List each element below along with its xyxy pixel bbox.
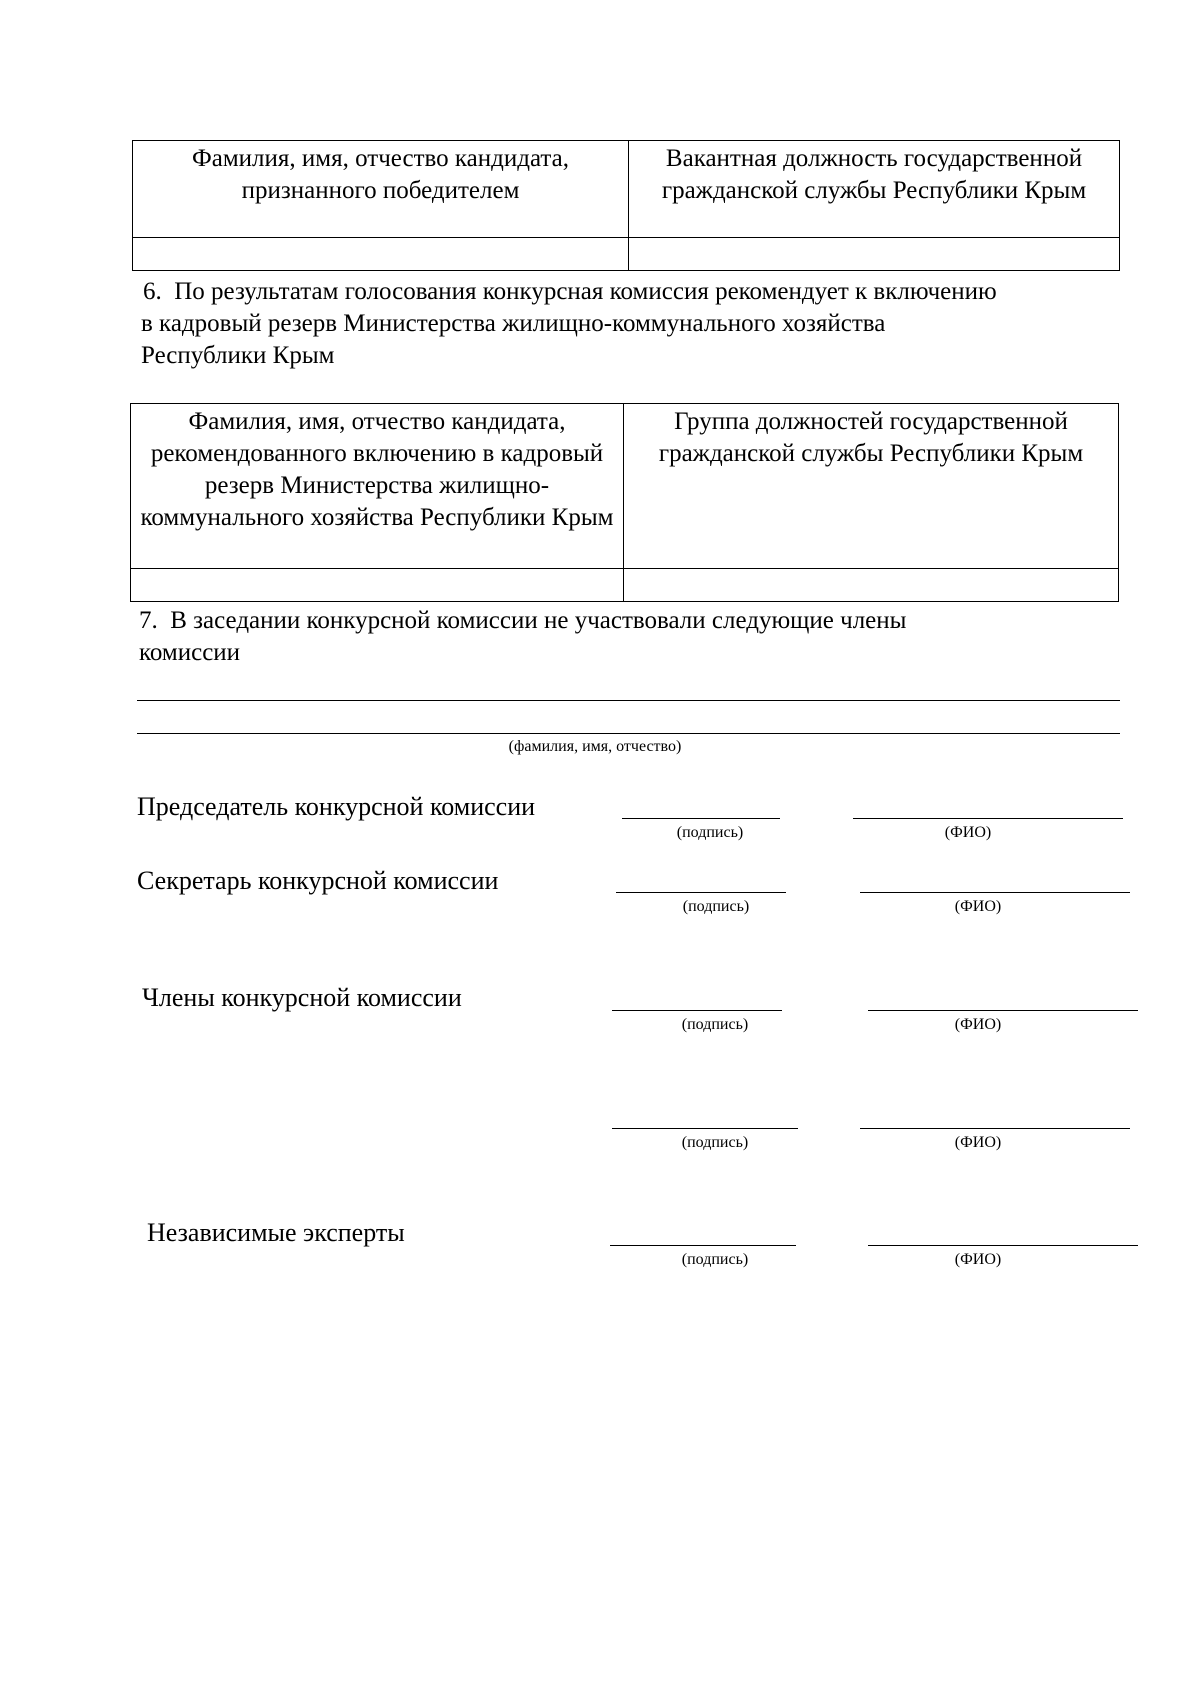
reserve-table [130,403,1119,602]
vacant-position-cell[interactable] [629,238,1120,271]
member-1-name-caption: (ФИО) [954,1016,1002,1033]
member-2-signature-caption: (подпись) [681,1134,749,1151]
paragraph-6 [143,276,1133,372]
member-2-signature-line[interactable] [612,1128,798,1129]
paragraph-7-line1: В заседании конкурсной комиссии не участвовали следующие члены [170,607,907,634]
secretary-signature-line[interactable] [616,892,786,893]
expert-signature-caption: (подпись) [681,1251,749,1268]
chair-name-line[interactable] [853,818,1123,819]
winner-table [132,140,1120,271]
reserve-candidate-cell[interactable] [131,569,624,602]
chair-signature-line[interactable] [622,818,780,819]
secretary-name-caption: (ФИО) [954,898,1002,915]
winner-name-header: Фамилия, имя, отчество кандидата, признанного победителем [133,141,629,238]
chair-signature-caption: (подпись) [676,824,744,841]
expert-name-line[interactable] [868,1245,1138,1246]
absent-members-line-2[interactable] [137,733,1120,734]
member-1-name-line[interactable] [868,1010,1138,1011]
paragraph-6-line2: в кадровый резерв Министерства жилищно-коммунального хозяйства [141,310,886,337]
member-1-signature-caption: (подпись) [681,1016,749,1033]
member-2-name-caption: (ФИО) [954,1134,1002,1151]
chair-name-caption: (ФИО) [944,824,992,841]
secretary-label: Секретарь конкурсной комиссии [137,866,499,895]
paragraph-7 [139,605,1099,669]
vacant-position-header: Вакантная должность государственной гражданской службы Республики Крым [629,141,1120,238]
member-1-signature-line[interactable] [612,1010,782,1011]
position-group-cell[interactable] [624,569,1119,602]
reserve-candidate-header: Фамилия, имя, отчество кандидата, рекомендованного включению в кадровый резерв Министерства жилищно-коммунального хозяйства Республики Крым [131,404,624,569]
experts-label: Независимые эксперты [147,1218,405,1247]
winner-name-cell[interactable] [133,238,629,271]
absent-members-caption: (фамилия, имя, отчество) [508,738,682,755]
paragraph-6-line1: По результатам голосования конкурсная комиссия рекомендует к включению [174,278,997,305]
secretary-signature-caption: (подпись) [682,898,750,915]
paragraph-6-number: 6. [143,278,162,305]
paragraph-6-line3: Республики Крым [141,342,335,369]
member-2-name-line[interactable] [860,1128,1130,1129]
expert-signature-line[interactable] [610,1245,796,1246]
paragraph-7-line2: комиссии [139,639,241,666]
position-group-header: Группа должностей государственной гражданской службы Республики Крым [624,404,1119,569]
secretary-name-line[interactable] [860,892,1130,893]
chair-label: Председатель конкурсной комиссии [137,792,536,821]
paragraph-7-number: 7. [139,607,158,634]
members-label: Члены конкурсной комиссии [142,983,462,1012]
expert-name-caption: (ФИО) [954,1251,1002,1268]
absent-members-line-1[interactable] [137,700,1120,701]
